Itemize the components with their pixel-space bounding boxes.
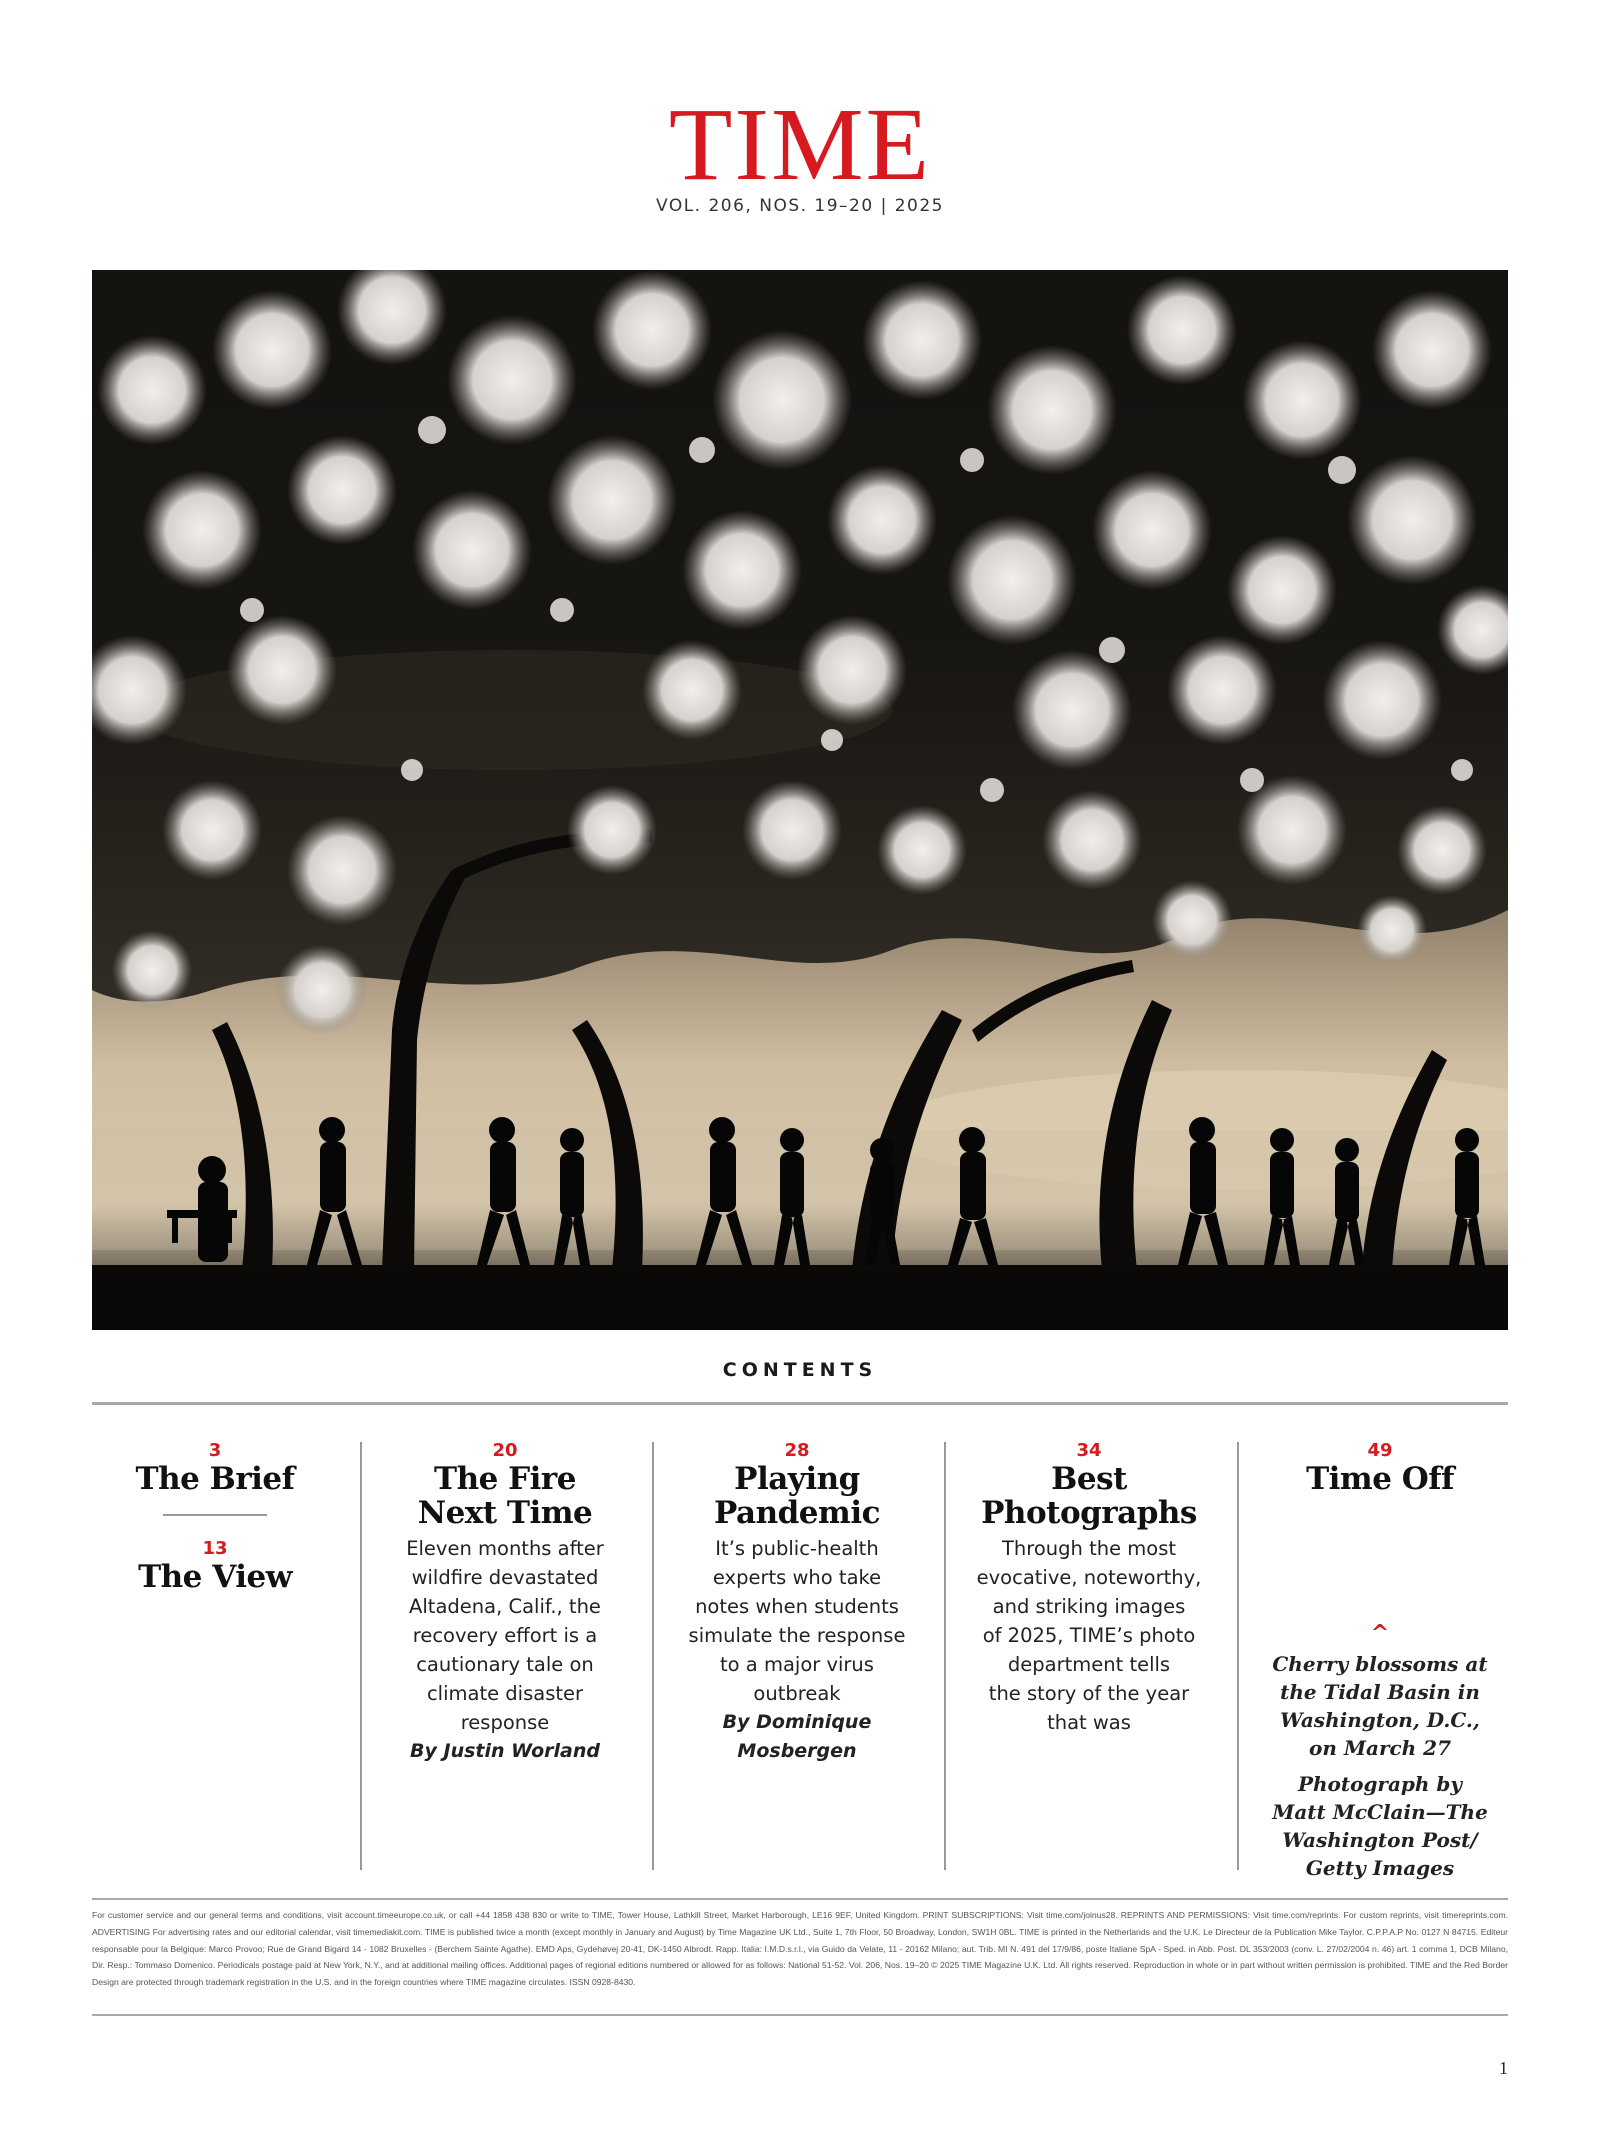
desc-line: Through the most bbox=[1001, 1537, 1176, 1560]
desc-line: of 2025, TIME’s photo bbox=[982, 1624, 1196, 1647]
column-divider bbox=[944, 1442, 946, 1870]
page-number-photos: 34 bbox=[1076, 1440, 1102, 1461]
contents-col-photos bbox=[958, 1440, 1220, 1737]
desc-line: cautionary tale on bbox=[416, 1653, 594, 1676]
page-number: 1 bbox=[1499, 2058, 1508, 2078]
caption-line: Cherry blossoms at bbox=[1272, 1652, 1488, 1676]
contents-top-rule bbox=[92, 1402, 1508, 1405]
page-number-timeoff: 49 bbox=[1367, 1440, 1393, 1461]
desc-line: wildfire devastated bbox=[411, 1566, 599, 1589]
desc-line: simulate the response bbox=[688, 1624, 906, 1647]
story-title-fire-line2[interactable]: Next Time bbox=[417, 1495, 593, 1531]
story-title-photos-line1[interactable]: Best bbox=[1051, 1461, 1127, 1497]
page-number-fire: 20 bbox=[492, 1440, 518, 1461]
desc-line: climate disaster bbox=[426, 1682, 584, 1705]
page-number-pandemic: 28 bbox=[784, 1440, 810, 1461]
section-title-view[interactable]: The View bbox=[138, 1559, 292, 1595]
story-title-photos-line2[interactable]: Photographs bbox=[981, 1495, 1197, 1531]
desc-line: recovery effort is a bbox=[412, 1624, 598, 1647]
page-number-view: 13 bbox=[202, 1538, 228, 1559]
caret-up-icon: ^ bbox=[1370, 1621, 1390, 1646]
contents-col-brief bbox=[100, 1440, 330, 1594]
byline-pandemic-line2: Mosbergen bbox=[737, 1740, 857, 1762]
fineprint-block: For customer service and our general terms and conditions, visit account.timeeurope.co.uk, or call +44 1858 438 830 or write to TIME, Tower House, Lathkill Street, Market Harborough, LE16 9EF, United Kingdom. PRINT SUBSCRIPTIONS: Visit time.com/joinus28. REPRINTS AND PERMISSIONS: Visit time.com/reprints. For custom reprints, visit timereprints.com. ADVERTISING For advertising rates and our editorial calendar, visit timemediakit.com. TIME is published twice a month (except monthly in January and August) by Time Magazine UK Ltd., Suite 1, 7th Floor, 50 Broadway, London, SW1H 0BL. TIME is printed in the Netherlands and the U.K. Le Directeur de la Publication Mike Taylor. C.P.P.A.P No. 0127 N 84715. Editeur responsable pour la Belgique: Marco Provoo; Rue de Grand Bigard 14 - 1082 Bruxelles - (Berchem Sainte Agathe). EMD Aps, Gydehøvej 20-41, DK-1450 Albrodt. Rapp. Italia: I.M.D.s.r.l., via Guido da Velate, 11 - 20162 Milano; aut. Trib. MI N. 491 del 17/9/86, poste Italiane SpA - Sped. in Abb. Post. DL 353/2003 (conv. L. 27/02/2004 n. 46) art. 1 comma 1, DCB Milano, Dir. Resp.: Tommaso Domenico. Periodicals postage paid at New York, N.Y., and at additional mailing offices. Additional pages of regional editions numbered or allowed for as follows: National 51-52. Vol. 206, Nos. 19–20 © 2025 TIME Magazine U.K. Ltd. All rights reserved. Reproduction in whole or in part without written permission is prohibited. TIME and the Red Border Design are protected through trademark registration in the U.S. and in the foreign countries where TIME magazine circulates. ISSN 0928-8430. bbox=[92, 1910, 1508, 1988]
section-title-timeoff[interactable]: Time Off bbox=[1306, 1461, 1454, 1497]
desc-line: department tells bbox=[1007, 1653, 1171, 1676]
desc-line: experts who take bbox=[712, 1566, 882, 1589]
photo-credit bbox=[1252, 1770, 1508, 1882]
fineprint-top-rule bbox=[92, 1898, 1508, 1900]
story-title-fire-line1[interactable]: The Fire bbox=[434, 1461, 576, 1497]
fineprint-bottom-rule bbox=[92, 2014, 1508, 2016]
desc-line: to a major virus bbox=[720, 1653, 874, 1676]
desc-line: notes when students bbox=[695, 1595, 899, 1618]
brief-divider bbox=[163, 1514, 267, 1516]
desc-line: response bbox=[460, 1711, 550, 1734]
story-desc-photos bbox=[958, 1534, 1220, 1737]
column-divider bbox=[652, 1442, 654, 1870]
cover-photo bbox=[92, 270, 1508, 1330]
contents-col-timeoff bbox=[1252, 1440, 1508, 1882]
desc-line: Eleven months after bbox=[406, 1537, 604, 1560]
issue-line: VOL. 206, NOS. 19–20 | 2025 bbox=[655, 196, 944, 216]
desc-line: Altadena, Calif., the bbox=[409, 1595, 601, 1618]
byline-fire: By Justin Worland bbox=[410, 1740, 600, 1762]
desc-line: that was bbox=[1047, 1711, 1131, 1734]
story-desc-pandemic bbox=[666, 1534, 928, 1708]
credit-line: Washington Post/ bbox=[1282, 1828, 1478, 1852]
photo-caption bbox=[1252, 1650, 1508, 1762]
byline-pandemic-line1: By Dominique bbox=[722, 1711, 872, 1733]
story-desc-fire bbox=[374, 1534, 636, 1737]
page-number-brief: 3 bbox=[208, 1440, 222, 1461]
desc-line: the story of the year bbox=[988, 1682, 1190, 1705]
contents-heading: CONTENTS bbox=[722, 1359, 878, 1381]
time-logo: TIME bbox=[668, 87, 932, 202]
cherry-blossom-silhouette-photo bbox=[92, 270, 1508, 1330]
caption-line: on March 27 bbox=[1309, 1736, 1451, 1760]
contents-col-pandemic bbox=[666, 1440, 928, 1766]
section-title-brief[interactable]: The Brief bbox=[135, 1461, 295, 1497]
desc-line: and striking images bbox=[992, 1595, 1186, 1618]
credit-line: Matt McClain—The bbox=[1272, 1800, 1488, 1824]
story-title-pandemic-line2[interactable]: Pandemic bbox=[714, 1495, 880, 1531]
desc-line: outbreak bbox=[753, 1682, 841, 1705]
caption-line: Washington, D.C., bbox=[1280, 1708, 1480, 1732]
caption-line: the Tidal Basin in bbox=[1280, 1680, 1480, 1704]
credit-line: Getty Images bbox=[1305, 1856, 1455, 1880]
column-divider bbox=[360, 1442, 362, 1870]
desc-line: evocative, noteworthy, bbox=[976, 1566, 1202, 1589]
desc-line: It’s public-health bbox=[715, 1537, 879, 1560]
story-title-pandemic-line1[interactable]: Playing bbox=[734, 1461, 860, 1497]
contents-col-fire bbox=[374, 1440, 636, 1766]
credit-line: Photograph by bbox=[1297, 1772, 1463, 1796]
column-divider bbox=[1237, 1442, 1239, 1870]
